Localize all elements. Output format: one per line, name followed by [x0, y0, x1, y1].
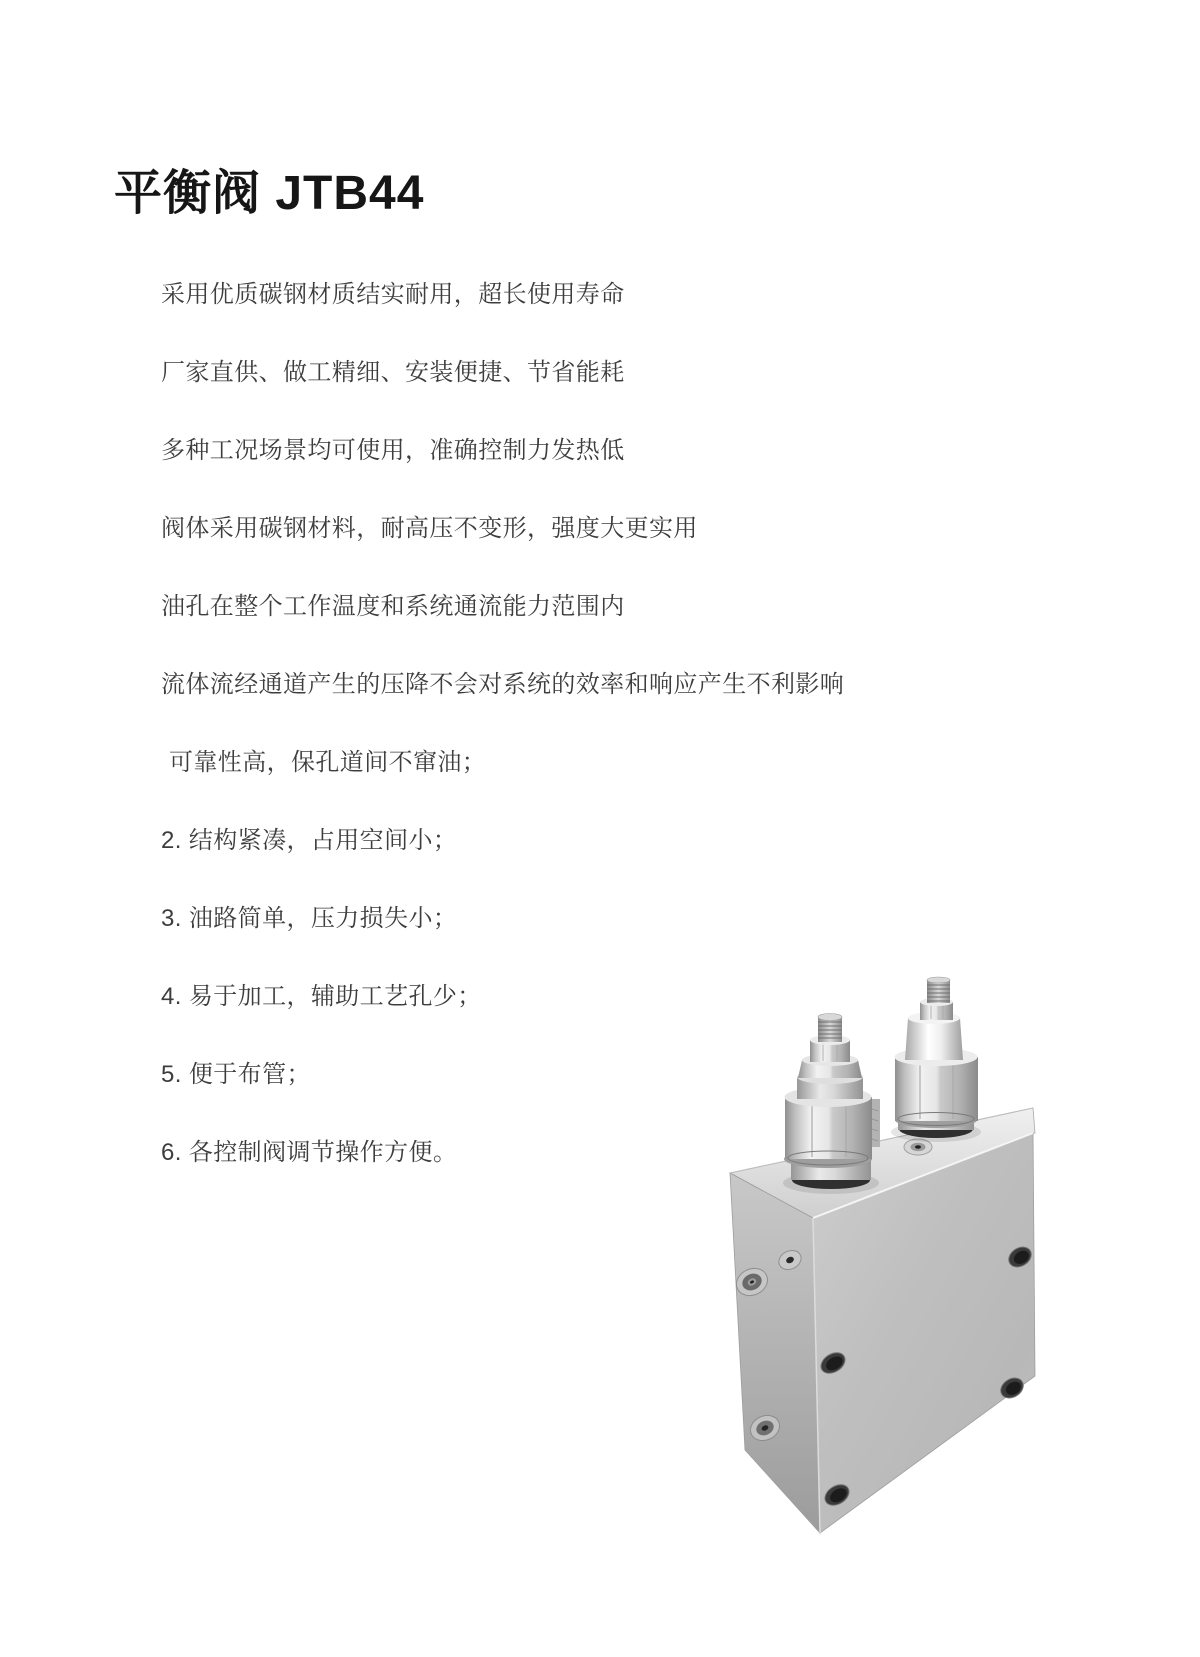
feature-item-2: 2. 结构紧凑，占用空间小； — [161, 827, 458, 854]
valve-body-block — [730, 1108, 1035, 1533]
feature-item-5: 5. 便于布管； — [161, 1061, 311, 1088]
description-line-7: 可靠性高，保孔道间不窜油； — [169, 749, 487, 776]
balance-valve-drawing — [650, 905, 1070, 1550]
adjust-screw-right — [891, 977, 981, 1142]
feature-item-3: 3. 油路简单，压力损失小； — [161, 905, 458, 932]
description-line-2: 厂家直供、做工精细、安装便捷、节省能耗 — [161, 359, 625, 386]
description-line-4: 阀体采用碳钢材料，耐高压不变形，强度大更实用 — [161, 515, 698, 542]
adjust-screw-left — [783, 1014, 880, 1195]
description-line-6: 流体流经通道产生的压降不会对系统的效率和响应产生不利影响 — [161, 671, 845, 698]
feature-item-6: 6. 各控制阀调节操作方便。 — [161, 1139, 458, 1166]
product-photo — [650, 905, 1070, 1550]
page-title: 平衡阀 JTB44 — [114, 167, 425, 220]
description-line-1: 采用优质碳钢材质结实耐用，超长使用寿命 — [161, 281, 625, 308]
feature-item-4: 4. 易于加工，辅助工艺孔少； — [161, 983, 482, 1010]
description-line-5: 油孔在整个工作温度和系统通流能力范围内 — [161, 593, 625, 620]
description-line-3: 多种工况场景均可使用，准确控制力发热低 — [161, 437, 625, 464]
